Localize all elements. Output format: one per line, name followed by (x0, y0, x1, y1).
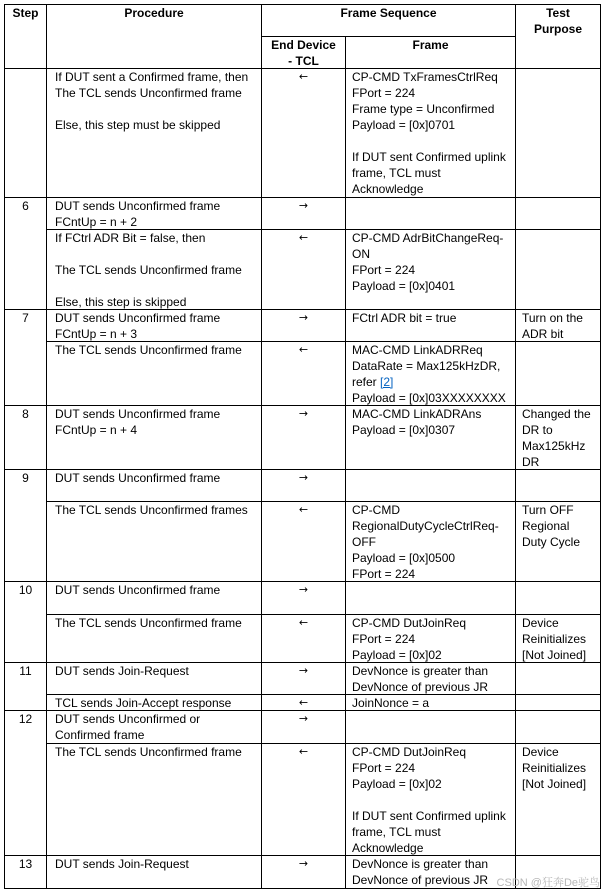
arrow-right-icon: → (298, 583, 309, 596)
direction-cell (262, 230, 346, 310)
header-step (5, 5, 47, 69)
arrow-left-icon: ← (298, 70, 309, 83)
frame-cell (346, 663, 516, 695)
procedure-line: FCntUp = n + 2 (55, 215, 138, 229)
frame-line (352, 133, 515, 149)
frame-line: CP-CMD DutJoinReq (352, 745, 467, 759)
step-cell (5, 470, 47, 582)
frame-line: Payload = [0x]0500 (352, 551, 456, 565)
frame-line: Payload = [0x]02 (352, 648, 442, 662)
step-cell (5, 856, 47, 889)
step-number: 7 (22, 311, 29, 325)
frame-line: FPort = 224 (352, 263, 416, 277)
frame-line: Acknowledge (352, 182, 424, 196)
test-purpose-line: Duty Cycle (522, 535, 581, 549)
procedure-cell (47, 582, 262, 615)
procedure-line: Else, this step is skipped (55, 295, 187, 309)
reference-link[interactable]: [2] (380, 375, 394, 389)
direction-cell (262, 663, 346, 695)
procedure-cell (47, 310, 262, 342)
step-number: 11 (19, 664, 32, 678)
test-purpose-cell (516, 230, 601, 310)
frame-cell (346, 502, 516, 582)
direction-cell (262, 310, 346, 342)
procedure-line: Else, this step must be skipped (55, 118, 221, 132)
frame-line: OFF (352, 535, 376, 549)
header-end-device-tcl (262, 37, 346, 69)
frame-cell (346, 856, 516, 889)
frame-line: MAC-CMD LinkADRAns (352, 407, 482, 421)
arrow-left-icon: ← (298, 503, 309, 516)
frame-line: Frame type = Unconfirmed (352, 102, 495, 116)
frame-line: DataRate = Max125kHzDR, (352, 359, 501, 373)
test-purpose-cell (516, 406, 601, 470)
header-procedure-label: Procedure (124, 6, 184, 20)
direction-cell (262, 856, 346, 889)
procedure-line: The TCL sends Unconfirmed frame (55, 343, 242, 357)
step-cell (5, 69, 47, 198)
frame-cell (346, 711, 516, 744)
header-end-device-tcl-label: End Device (271, 38, 336, 52)
direction-cell (262, 711, 346, 744)
test-purpose-line: Turn on the (522, 311, 583, 325)
test-purpose-line: [Not Joined] (522, 648, 587, 662)
procedure-cell (47, 744, 262, 856)
direction-cell (262, 744, 346, 856)
frame-line: DevNonce is greater than (352, 664, 489, 678)
frame-line: RegionalDutyCycleCtrlReq- (352, 519, 499, 533)
procedure-cell (47, 711, 262, 744)
procedure-line: DUT sends Unconfirmed frame (55, 407, 221, 421)
frame-cell (346, 310, 516, 342)
frame-line: FPort = 224 (352, 632, 416, 646)
frame-line: Payload = [0x]0701 (352, 118, 456, 132)
arrow-right-icon: → (298, 199, 309, 212)
procedure-line: DUT sends Unconfirmed frame (55, 199, 221, 213)
step-cell (5, 406, 47, 470)
header-frame-sequence-label: Frame Sequence (340, 6, 437, 20)
watermark: CSDN @狂奔De驼鸟 (496, 877, 600, 889)
step-number: 9 (22, 471, 29, 485)
frame-line: FPort = 224 (352, 761, 416, 775)
frame-line: If DUT sent Confirmed uplink (352, 809, 506, 823)
header-end-device-tcl-label: - TCL (288, 54, 319, 68)
procedure-line: The TCL sends Unconfirmed frame (55, 745, 242, 759)
test-purpose-cell (516, 198, 601, 230)
frame-line: frame, TCL must (352, 825, 441, 839)
frame-line: frame, TCL must (352, 166, 441, 180)
frame-cell (346, 230, 516, 310)
test-purpose-cell (516, 695, 601, 711)
procedure-cell (47, 406, 262, 470)
frame-line: CP-CMD AdrBitChangeReq- (352, 231, 504, 245)
procedure-cell (47, 198, 262, 230)
test-purpose-line: Regional (522, 519, 570, 533)
frame-line: FPort = 224 (352, 567, 416, 581)
frame-cell (346, 470, 516, 502)
test-purpose-line: Device (522, 616, 559, 630)
header-frame (346, 37, 516, 69)
step-cell (5, 582, 47, 663)
frame-cell (346, 342, 516, 406)
direction-cell (262, 615, 346, 663)
test-purpose-line: Reinitializes (522, 761, 587, 775)
frame-line: CP-CMD TxFramesCtrlReq (352, 70, 498, 84)
arrow-right-icon: → (298, 407, 309, 420)
step-number: 10 (18, 583, 33, 597)
procedure-cell (47, 470, 262, 502)
procedure-cell (47, 502, 262, 582)
direction-cell (262, 69, 346, 198)
direction-cell (262, 470, 346, 502)
step-number: 12 (18, 712, 33, 726)
arrow-left-icon: ← (298, 343, 309, 356)
procedure-line: If FCtrl ADR Bit = false, then (55, 231, 206, 245)
test-purpose-cell (516, 69, 601, 198)
arrow-right-icon: → (298, 664, 309, 677)
procedure-cell (47, 663, 262, 695)
frame-line: DevNonce of previous JR (352, 873, 489, 887)
procedure-line (55, 101, 261, 117)
procedure-table (4, 4, 601, 889)
test-purpose-line: DR (522, 455, 540, 469)
frame-line (352, 374, 515, 390)
arrow-left-icon: ← (298, 231, 309, 244)
step-cell (5, 711, 47, 856)
step-cell (5, 310, 47, 406)
frame-line: DevNonce of previous JR (352, 680, 489, 694)
frame-line: Payload = [0x]02 (352, 777, 442, 791)
test-purpose-cell (516, 310, 601, 342)
direction-cell (262, 342, 346, 406)
header-test-purpose (516, 5, 601, 69)
frame-line: MAC-CMD LinkADRReq (352, 343, 483, 357)
frame-line: ON (352, 247, 370, 261)
procedure-line: The TCL sends Unconfirmed frames (55, 503, 248, 517)
procedure-cell (47, 856, 262, 889)
arrow-right-icon: → (298, 857, 309, 870)
frame-line: If DUT sent Confirmed uplink (352, 150, 506, 164)
arrow-left-icon: ← (298, 745, 309, 758)
arrow-left-icon: ← (298, 616, 309, 629)
procedure-line: DUT sends Unconfirmed or (55, 712, 201, 726)
procedure-line: DUT sends Join-Request (55, 664, 189, 678)
direction-cell (262, 406, 346, 470)
procedure-line: DUT sends Unconfirmed frame (55, 583, 221, 597)
test-purpose-cell (516, 663, 601, 695)
test-purpose-line: Turn OFF (522, 503, 574, 517)
arrow-left-icon: ← (298, 696, 309, 709)
frame-cell (346, 69, 516, 198)
frame-cell (346, 406, 516, 470)
test-purpose-cell (516, 711, 601, 744)
procedure-line (55, 278, 261, 294)
procedure-line: FCntUp = n + 3 (55, 327, 138, 341)
header-procedure (47, 5, 262, 69)
frame-cell (346, 744, 516, 856)
frame-line: Payload = [0x]0401 (352, 279, 456, 293)
test-purpose-line: Max125kHz (522, 439, 586, 453)
procedure-line: DUT sends Unconfirmed frame (55, 471, 221, 485)
arrow-right-icon: → (298, 311, 309, 324)
procedure-line: Confirmed frame (55, 728, 145, 742)
test-purpose-cell (516, 615, 601, 663)
test-purpose-cell (516, 502, 601, 582)
step-cell (5, 198, 47, 310)
header-step-label: Step (12, 6, 39, 20)
procedure-cell (47, 230, 262, 310)
procedure-cell (47, 615, 262, 663)
procedure-line: The TCL sends Unconfirmed frame (55, 263, 242, 277)
test-purpose-cell (516, 342, 601, 406)
step-number: 6 (22, 199, 29, 213)
procedure-line: DUT sends Join-Request (55, 857, 189, 871)
procedure-line: If DUT sent a Confirmed frame, then (55, 70, 249, 84)
test-purpose-line: Reinitializes (522, 632, 587, 646)
frame-line: FCtrl ADR bit = true (352, 311, 457, 325)
frame-cell (346, 198, 516, 230)
frame-line: Payload = [0x]03XXXXXXXX (352, 391, 506, 405)
procedure-cell (47, 69, 262, 198)
frame-cell (346, 615, 516, 663)
test-purpose-cell (516, 744, 601, 856)
frame-line: Acknowledge (352, 841, 424, 855)
frame-line: DevNonce is greater than (352, 857, 489, 871)
procedure-line (55, 246, 261, 262)
header-frame-sequence (262, 5, 516, 37)
frame-line: FPort = 224 (352, 86, 416, 100)
test-purpose-cell (516, 582, 601, 615)
direction-cell (262, 582, 346, 615)
procedure-cell (47, 695, 262, 711)
procedure-line: The TCL sends Unconfirmed frame (55, 616, 242, 630)
header-test-purpose-label: Test (546, 6, 570, 20)
procedure-line: DUT sends Unconfirmed frame (55, 311, 221, 325)
procedure-line: The TCL sends Unconfirmed frame (55, 86, 242, 100)
header-frame-label: Frame (412, 38, 449, 52)
step-number (5, 69, 46, 85)
frame-line (352, 792, 515, 808)
test-purpose-line: ADR bit (522, 327, 564, 341)
frame-line: CP-CMD DutJoinReq (352, 616, 467, 630)
test-purpose-cell (516, 470, 601, 502)
direction-cell (262, 695, 346, 711)
test-purpose-line: [Not Joined] (522, 777, 587, 791)
frame-cell (346, 695, 516, 711)
frame-line-text: refer (352, 375, 381, 389)
arrow-right-icon: → (298, 471, 309, 484)
direction-cell (262, 198, 346, 230)
step-number: 13 (18, 857, 33, 871)
frame-line: CP-CMD (352, 503, 400, 517)
procedure-line: FCntUp = n + 4 (55, 423, 138, 437)
test-purpose-line: Changed the (522, 407, 591, 421)
frame-cell (346, 582, 516, 615)
frame-line: Payload = [0x]0307 (352, 423, 456, 437)
header-test-purpose-label: Purpose (533, 22, 582, 36)
arrow-right-icon: → (298, 712, 309, 725)
step-cell (5, 663, 47, 711)
frame-line: JoinNonce = a (352, 696, 430, 710)
step-number: 8 (22, 407, 29, 421)
direction-cell (262, 502, 346, 582)
procedure-line: TCL sends Join-Accept response (55, 696, 232, 710)
test-purpose-line: Device (522, 745, 559, 759)
test-purpose-line: DR to (522, 423, 553, 437)
procedure-cell (47, 342, 262, 406)
